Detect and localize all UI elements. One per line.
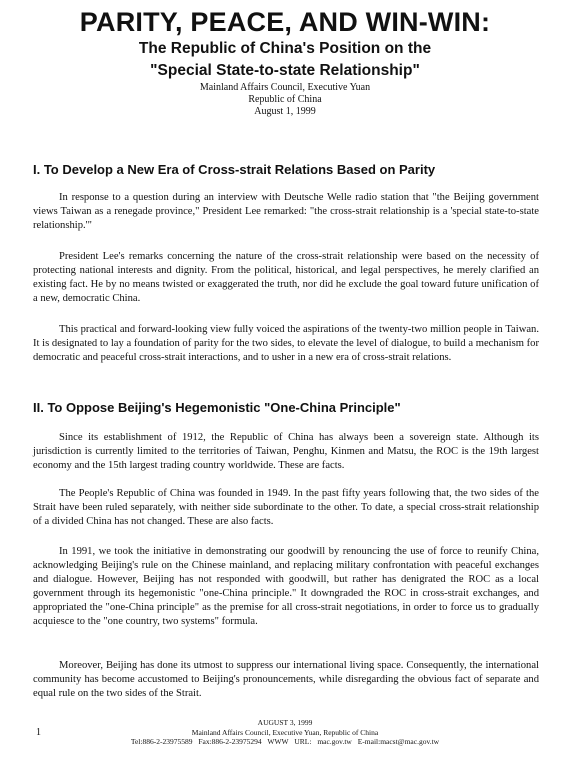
document-footer: [0, 718, 570, 747]
section-2-paragraph-1: Since its establishment of 1912, the Republic of China has always been a sovereign state. Although its jurisdiction is currently limited to the territories of Taiwan, Penghu, Kinmen and Matsu, the ROC is the 19th largest economy and the 15th largest trading country worldwide. These are facts.: [33, 432, 539, 471]
section-heading-2: II. To Oppose Beijing's Hegemonistic "One-China Principle": [33, 400, 401, 415]
country-name: Republic of China: [248, 94, 322, 105]
document-subtitle-line2: "Special State-to-state Relationship": [150, 62, 420, 79]
document-date: August 1, 1999: [254, 106, 316, 117]
section-1-paragraph-1: In response to a question during an interview with Deutsche Welle radio station that "the Beijing government views Taiwan as a renegade province," President Lee remarked: "the cross-strait relationship is a 'special state-to-state relationship.'": [33, 192, 539, 231]
page-number: 1: [36, 727, 41, 738]
section-2-paragraph-3: In 1991, we took the initiative in demonstrating our goodwill by renouncing the use of force to reunify China, acknowledging Beijing's rule on the Chinese mainland, and replacing military confrontation with peaceful exchanges and dialogue. However, Beijing has not responded with goodwill, but rather has denigrated the ROC as a local government through its hegemonistic "one-China principle." It downgraded the ROC in cross-strait exchanges, and appropriated the "one-China principle" as the premise for all cross-strait negotiations, in order to force us to gradually acquiesce to the "one country, two systems" formula.: [33, 546, 539, 627]
section-2-paragraph-4: Moreover, Beijing has done its utmost to suppress our international living space. Consequently, the international community has become accustomed to Beijing's pronouncements, while disregarding the obvious fact of separate and equal rule on the two sides of the Strait.: [33, 660, 539, 699]
section-2-paragraph-2: The People's Republic of China was founded in 1949. In the past fifty years following that, the two sides of the Strait have been ruled separately, with neither side subordinate to the other. To date, a special cross-strait relationship of a divided China has not changed. These are also facts.: [33, 488, 539, 527]
section-1-paragraph-2: President Lee's remarks concerning the nature of the cross-strait relationship were based on the necessity of protecting national interests and dignity. From the political, historical, and legal perspectives, he merely clarified an existing fact. He by no means twisted or exaggerated the truth, nor did he exclude the goal toward future unification of a new, democratic China.: [33, 251, 539, 304]
issuer-name: Mainland Affairs Council, Executive Yuan: [199, 82, 371, 93]
section-1-paragraph-3: This practical and forward-looking view fully voiced the aspirations of the twenty-two million people in Taiwan. It is designated to lay a foundation of parity for the two sides, to elevate the level of dialogue, to build a mechanism for democratic and peaceful cross-strait interactions, and to usher in a new era of cross-strait relations.: [33, 324, 539, 363]
footer-date: AUGUST 3, 1999: [257, 718, 313, 727]
footer-contact: Tel:886-2-23975589 Fax:886-2-23975294 WWW URL: mac.gov.tw E-mail:macst@mac.gov.tw: [130, 737, 440, 746]
document-subtitle-line1: The Republic of China's Position on the: [138, 40, 432, 57]
footer-organization: Mainland Affairs Council, Executive Yuan, Republic of China: [191, 727, 379, 737]
section-heading-1: I. To Develop a New Era of Cross-strait Relations Based on Parity: [33, 162, 436, 177]
document-title: PARITY, PEACE, AND WIN-WIN:: [79, 7, 491, 37]
document-header: [0, 6, 570, 118]
